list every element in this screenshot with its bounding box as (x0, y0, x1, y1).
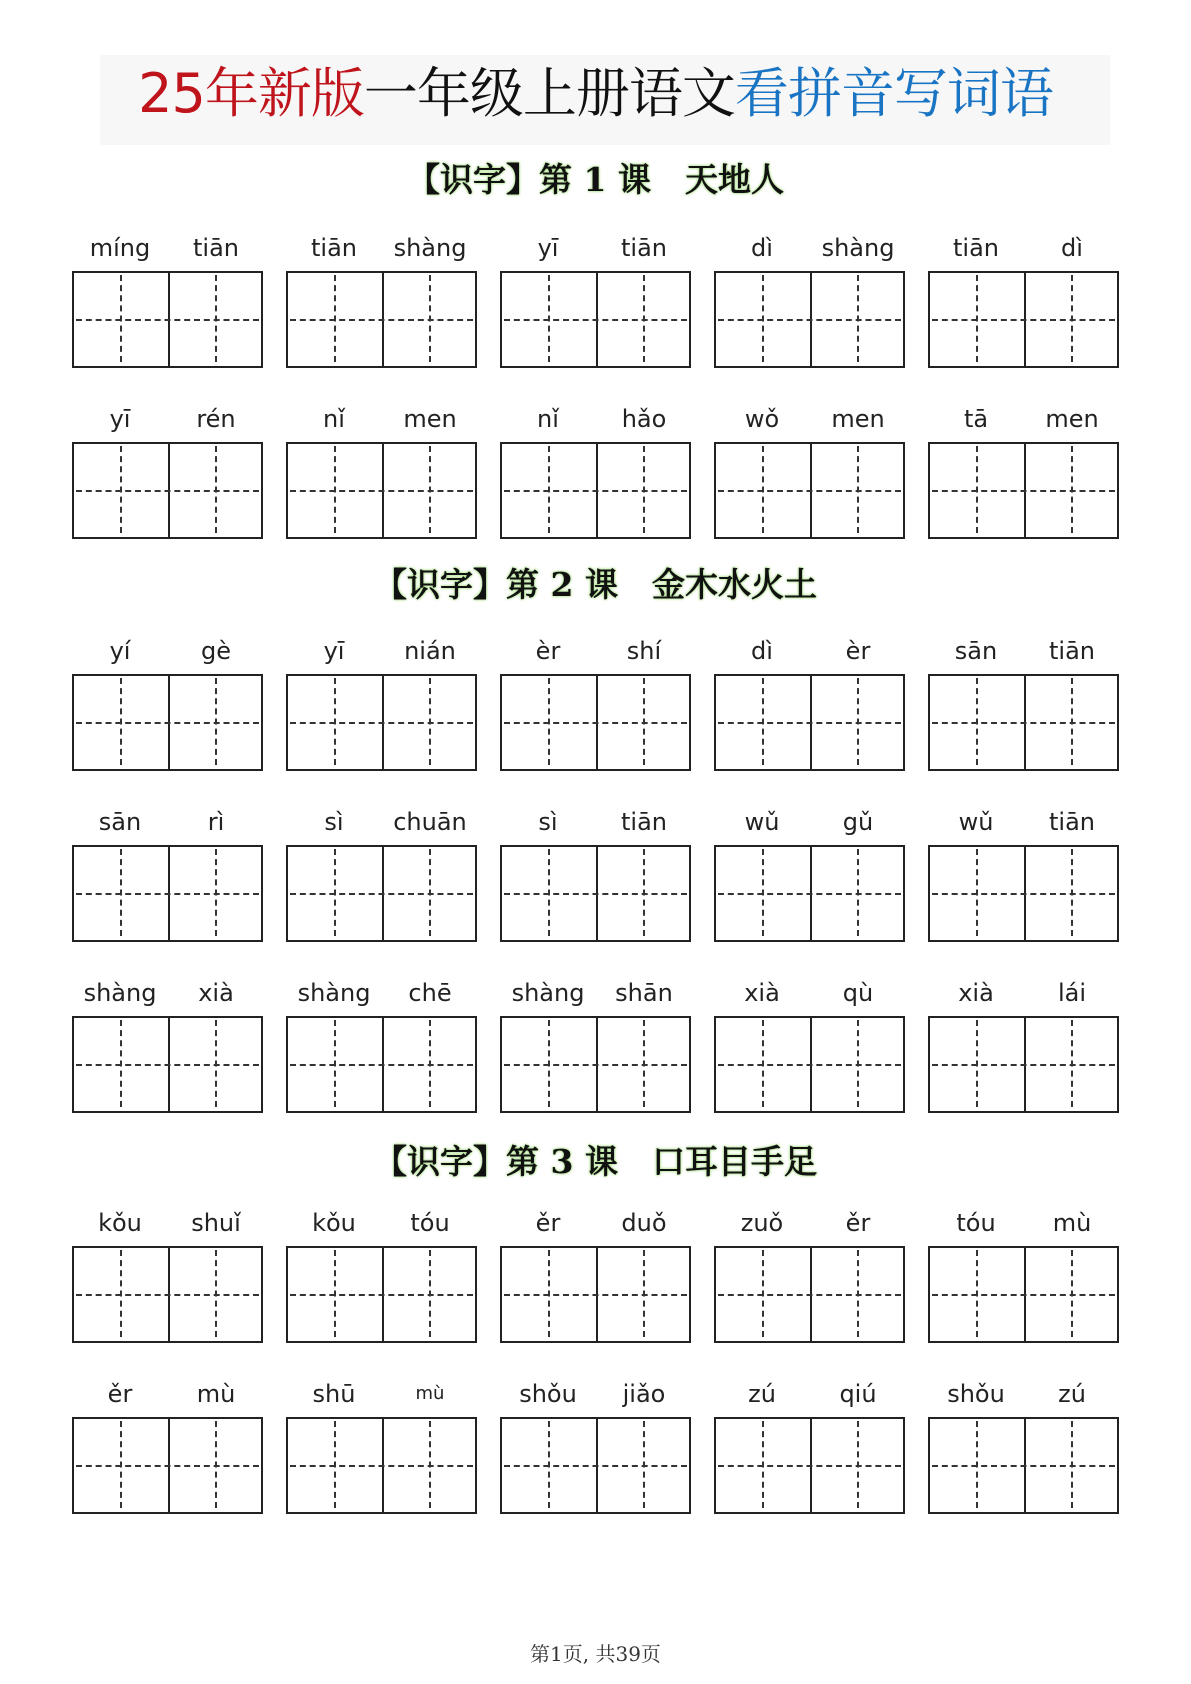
guide-line (932, 1294, 1115, 1296)
tianzige-writing-box[interactable] (286, 674, 477, 771)
guide-line (1071, 849, 1073, 936)
tianzige-writing-box[interactable] (714, 442, 905, 539)
guide-line (1071, 1421, 1073, 1508)
pinyin-label: tiān (1049, 637, 1095, 665)
guide-line (429, 1421, 431, 1508)
pinyin-label: shuǐ (191, 1209, 241, 1237)
guide-line (718, 893, 901, 895)
guide-line (1071, 1250, 1073, 1337)
guide-line (548, 1020, 550, 1107)
guide-line (643, 678, 645, 765)
lesson-number: 第 1 课 (539, 160, 651, 199)
pinyin-label: men (831, 405, 885, 433)
page-title (0, 58, 1191, 130)
title-blue-part: 看拼音写词语 (734, 62, 1053, 125)
pinyin-label: hǎo (621, 405, 667, 433)
pinyin-label: zú (1058, 1380, 1086, 1408)
guide-line (976, 1250, 978, 1337)
pinyin-label: kǒu (312, 1209, 356, 1237)
tianzige-writing-box[interactable] (72, 674, 263, 771)
lesson-name: 口耳目手足 (651, 1142, 817, 1181)
guide-line (718, 1294, 901, 1296)
tianzige-writing-box[interactable] (500, 1417, 691, 1514)
pinyin-label: wǔ (958, 808, 994, 836)
guide-line (718, 1465, 901, 1467)
pinyin-label: lái (1057, 979, 1087, 1007)
guide-line (857, 275, 859, 362)
tianzige-writing-box[interactable] (72, 442, 263, 539)
pinyin-label: shǒu (519, 1380, 577, 1408)
guide-line (932, 319, 1115, 321)
pinyin-label: jiǎo (622, 1380, 666, 1408)
title-black-part: 一年级上册语文 (363, 62, 735, 125)
guide-line (1071, 678, 1073, 765)
title-red-part: 25年新版 (138, 62, 364, 125)
tianzige-writing-box[interactable] (500, 1246, 691, 1343)
guide-line (120, 275, 122, 362)
pinyin-label: chuān (393, 808, 467, 836)
pinyin-label: xià (744, 979, 780, 1007)
guide-line (857, 1250, 859, 1337)
guide-line (857, 1020, 859, 1107)
pinyin-label: mù (1052, 1209, 1092, 1237)
guide-line (215, 1421, 217, 1508)
pinyin-label: èr (535, 637, 561, 665)
guide-line (429, 678, 431, 765)
pinyin-label: shū (312, 1380, 356, 1408)
pinyin-label: wǔ (744, 808, 780, 836)
guide-line (857, 849, 859, 936)
pinyin-label: qù (842, 979, 874, 1007)
guide-line (718, 319, 901, 321)
pinyin-label: men (1045, 405, 1099, 433)
guide-line (334, 446, 336, 533)
guide-line (1071, 1020, 1073, 1107)
guide-line (215, 1020, 217, 1107)
tianzige-writing-box[interactable] (928, 1016, 1119, 1113)
tianzige-writing-box[interactable] (286, 1417, 477, 1514)
tianzige-writing-box[interactable] (714, 1417, 905, 1514)
pinyin-label: nǐ (537, 405, 559, 433)
pinyin-label: mù (415, 1383, 445, 1404)
guide-line (548, 678, 550, 765)
guide-line (932, 490, 1115, 492)
lesson-number: 第 3 课 (506, 1142, 618, 1181)
tianzige-writing-box[interactable] (928, 1417, 1119, 1514)
guide-line (429, 1020, 431, 1107)
guide-line (504, 1465, 687, 1467)
pinyin-label: shí (626, 637, 662, 665)
lesson-tag: 【识字】 (374, 1142, 507, 1181)
guide-line (429, 446, 431, 533)
lesson-name: 金木水火土 (651, 565, 817, 604)
tianzige-writing-box[interactable] (928, 674, 1119, 771)
pinyin-label: zuǒ (740, 1209, 784, 1237)
pinyin-label: gǔ (842, 808, 874, 836)
pinyin-label: míng (89, 234, 151, 262)
guide-line (643, 1020, 645, 1107)
pinyin-label: shàng (821, 234, 895, 262)
guide-line (762, 1020, 764, 1107)
tianzige-writing-box[interactable] (72, 845, 263, 942)
pinyin-label: shàng (297, 979, 371, 1007)
tianzige-writing-box[interactable] (714, 1016, 905, 1113)
lesson-3-header (0, 1140, 1191, 1184)
pinyin-label: tiān (621, 234, 667, 262)
pinyin-label: tiān (953, 234, 999, 262)
page-footer: 第1页, 共39页 (530, 1642, 661, 1666)
pinyin-label: nián (404, 637, 456, 665)
pinyin-label: shān (615, 979, 673, 1007)
pinyin-label: shàng (511, 979, 585, 1007)
pinyin-label: chē (408, 979, 452, 1007)
pinyin-label: dì (1061, 234, 1083, 262)
guide-line (334, 678, 336, 765)
guide-line (290, 893, 473, 895)
guide-line (76, 490, 259, 492)
tianzige-writing-box[interactable] (500, 271, 691, 368)
tianzige-writing-box[interactable] (500, 442, 691, 539)
tianzige-writing-box[interactable] (928, 271, 1119, 368)
guide-line (334, 1020, 336, 1107)
guide-line (429, 275, 431, 362)
guide-line (215, 678, 217, 765)
guide-line (857, 678, 859, 765)
lesson-tag: 【识字】 (374, 565, 507, 604)
guide-line (120, 1020, 122, 1107)
guide-line (718, 490, 901, 492)
pinyin-label: qiú (839, 1380, 877, 1408)
pinyin-label: kǒu (98, 1209, 142, 1237)
guide-line (976, 446, 978, 533)
pinyin-label: duǒ (621, 1209, 667, 1237)
pinyin-label: yī (537, 234, 559, 262)
guide-line (762, 446, 764, 533)
guide-line (290, 1064, 473, 1066)
pinyin-label: dì (751, 234, 773, 262)
pinyin-label: men (403, 405, 457, 433)
guide-line (548, 1421, 550, 1508)
guide-line (762, 1421, 764, 1508)
guide-line (504, 490, 687, 492)
guide-line (762, 1250, 764, 1337)
tianzige-writing-box[interactable] (500, 1016, 691, 1113)
tianzige-writing-box[interactable] (500, 845, 691, 942)
tianzige-writing-box[interactable] (500, 674, 691, 771)
guide-line (762, 275, 764, 362)
guide-line (504, 1294, 687, 1296)
guide-line (76, 319, 259, 321)
guide-line (215, 446, 217, 533)
pinyin-label: sì (538, 808, 558, 836)
guide-line (76, 1465, 259, 1467)
pinyin-label: tóu (410, 1209, 450, 1237)
tianzige-writing-box[interactable] (286, 1246, 477, 1343)
pinyin-label: tóu (956, 1209, 996, 1237)
guide-line (334, 1421, 336, 1508)
guide-line (1071, 446, 1073, 533)
guide-line (120, 446, 122, 533)
guide-line (762, 678, 764, 765)
tianzige-writing-box[interactable] (72, 1016, 263, 1113)
guide-line (334, 275, 336, 362)
guide-line (762, 849, 764, 936)
guide-line (120, 849, 122, 936)
pinyin-label: sān (954, 637, 998, 665)
guide-line (643, 1250, 645, 1337)
lesson-tag: 【识字】 (407, 160, 540, 199)
guide-line (857, 446, 859, 533)
guide-line (120, 1250, 122, 1337)
tianzige-writing-box[interactable] (72, 1246, 263, 1343)
guide-line (857, 1421, 859, 1508)
guide-line (643, 446, 645, 533)
guide-line (120, 678, 122, 765)
guide-line (290, 1465, 473, 1467)
pinyin-label: ěr (845, 1209, 871, 1237)
guide-line (976, 1421, 978, 1508)
guide-line (215, 1250, 217, 1337)
lesson-2-header (0, 563, 1191, 607)
pinyin-label: nǐ (323, 405, 345, 433)
guide-line (1071, 275, 1073, 362)
pinyin-label: tiān (193, 234, 239, 262)
pinyin-label: gè (201, 637, 231, 665)
pinyin-label: shàng (83, 979, 157, 1007)
tianzige-writing-box[interactable] (286, 845, 477, 942)
guide-line (932, 893, 1115, 895)
pinyin-label: ěr (107, 1380, 133, 1408)
guide-line (290, 490, 473, 492)
guide-line (548, 849, 550, 936)
tianzige-writing-box[interactable] (72, 1417, 263, 1514)
pinyin-label: shǒu (947, 1380, 1005, 1408)
pinyin-label: xià (198, 979, 234, 1007)
guide-line (504, 1064, 687, 1066)
pinyin-label: yī (323, 637, 345, 665)
guide-line (932, 1465, 1115, 1467)
guide-line (976, 1020, 978, 1107)
pinyin-label: mù (196, 1380, 236, 1408)
tianzige-writing-box[interactable] (286, 1016, 477, 1113)
lesson-number: 第 2 课 (506, 565, 618, 604)
pinyin-label: wǒ (744, 405, 780, 433)
guide-line (504, 722, 687, 724)
pinyin-label: yī (109, 405, 131, 433)
pinyin-label: dì (751, 637, 773, 665)
guide-line (290, 319, 473, 321)
pinyin-label: tiān (311, 234, 357, 262)
pinyin-label: tā (963, 405, 989, 433)
guide-line (504, 319, 687, 321)
guide-line (718, 722, 901, 724)
tianzige-writing-box[interactable] (928, 1246, 1119, 1343)
tianzige-writing-box[interactable] (72, 271, 263, 368)
tianzige-writing-box[interactable] (714, 845, 905, 942)
lesson-1-header (0, 158, 1191, 202)
guide-line (76, 1064, 259, 1066)
tianzige-writing-box[interactable] (714, 271, 905, 368)
pinyin-label: zú (748, 1380, 776, 1408)
guide-line (334, 1250, 336, 1337)
pinyin-label: ěr (535, 1209, 561, 1237)
guide-line (548, 1250, 550, 1337)
guide-line (215, 275, 217, 362)
guide-line (429, 1250, 431, 1337)
tianzige-writing-box[interactable] (286, 271, 477, 368)
tianzige-writing-box[interactable] (928, 442, 1119, 539)
guide-line (976, 678, 978, 765)
guide-line (548, 275, 550, 362)
pinyin-label: xià (958, 979, 994, 1007)
guide-line (76, 722, 259, 724)
guide-line (976, 849, 978, 936)
tianzige-writing-box[interactable] (714, 674, 905, 771)
guide-line (932, 1064, 1115, 1066)
pinyin-label: rì (207, 808, 225, 836)
pinyin-label: sì (324, 808, 344, 836)
guide-line (718, 1064, 901, 1066)
guide-line (976, 275, 978, 362)
tianzige-writing-box[interactable] (286, 442, 477, 539)
pinyin-label: tiān (621, 808, 667, 836)
pinyin-label: tiān (1049, 808, 1095, 836)
tianzige-writing-box[interactable] (928, 845, 1119, 942)
tianzige-writing-box[interactable] (714, 1246, 905, 1343)
guide-line (643, 1421, 645, 1508)
pinyin-label: sān (98, 808, 142, 836)
guide-line (643, 849, 645, 936)
guide-line (290, 1294, 473, 1296)
guide-line (76, 893, 259, 895)
guide-line (290, 722, 473, 724)
pinyin-label: èr (845, 637, 871, 665)
lesson-name: 天地人 (684, 160, 784, 199)
pinyin-label: yí (109, 637, 131, 665)
guide-line (429, 849, 431, 936)
guide-line (548, 446, 550, 533)
pinyin-label: rén (196, 405, 236, 433)
guide-line (504, 893, 687, 895)
guide-line (120, 1421, 122, 1508)
guide-line (334, 849, 336, 936)
guide-line (215, 849, 217, 936)
pinyin-label: shàng (393, 234, 467, 262)
guide-line (76, 1294, 259, 1296)
guide-line (932, 722, 1115, 724)
guide-line (643, 275, 645, 362)
